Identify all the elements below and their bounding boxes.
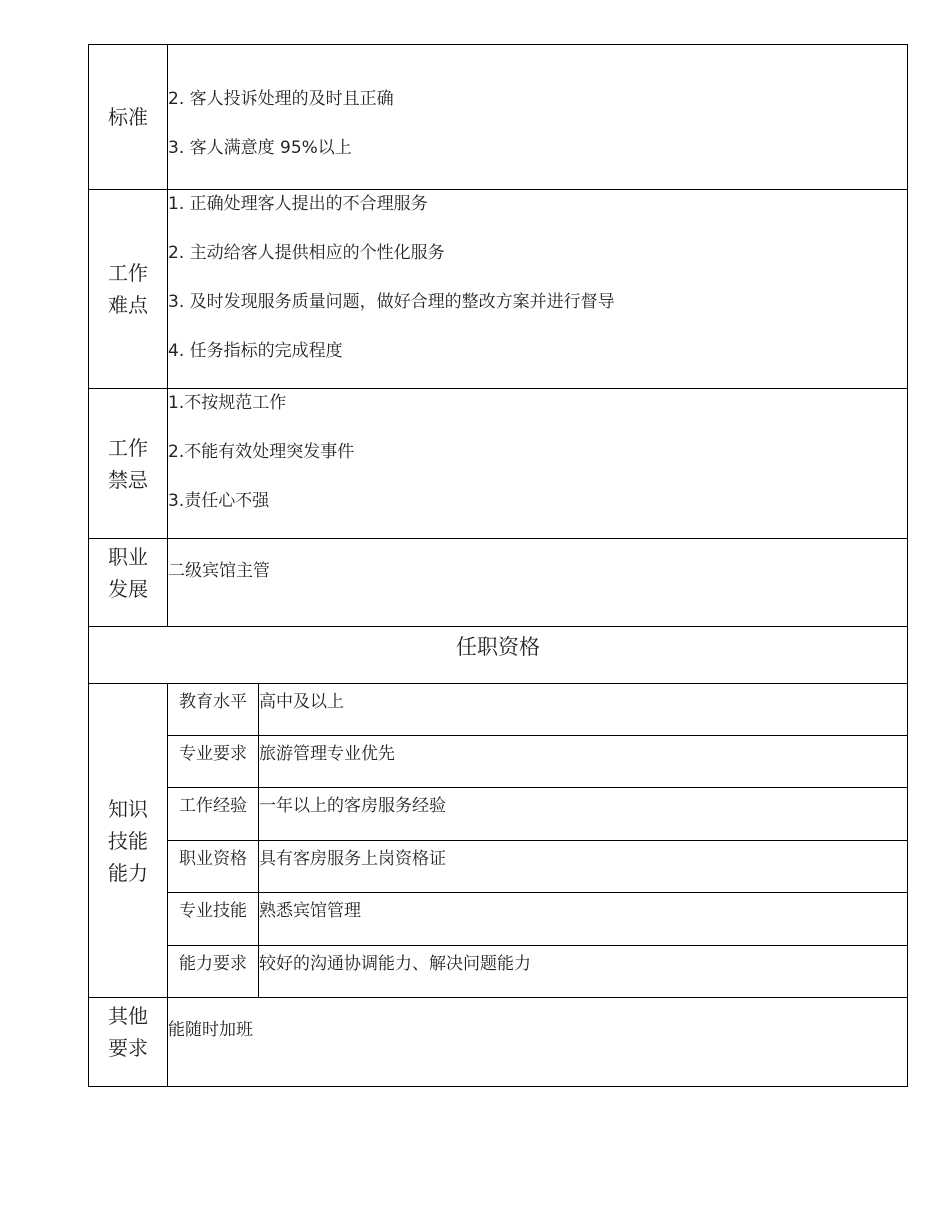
other-label: [89, 998, 168, 1087]
standard-content: [168, 45, 908, 190]
other-item: 能随时加班: [168, 1020, 253, 1040]
knowledge-key: 专业技能: [168, 893, 259, 946]
other-content: [168, 998, 908, 1087]
row-career: [89, 539, 908, 627]
standard-label: [89, 45, 168, 190]
knowledge-label: [89, 684, 168, 998]
job-description-table: [88, 44, 908, 1087]
knowledge-row: [89, 684, 908, 736]
row-qualification-title: [89, 627, 908, 684]
knowledge-row: [89, 841, 908, 893]
difficulty-item: 4. 任务指标的完成程度: [168, 341, 343, 361]
taboo-label-line: 禁忌: [108, 467, 148, 492]
taboo-content: [168, 389, 908, 539]
career-label: [89, 539, 168, 627]
knowledge-key: 教育水平: [168, 684, 259, 736]
knowledge-key: 工作经验: [168, 788, 259, 841]
difficulty-item: 2. 主动给客人提供相应的个性化服务: [168, 243, 445, 263]
knowledge-key: 专业要求: [168, 736, 259, 788]
taboo-item: 2.不能有效处理突发事件: [168, 442, 355, 462]
knowledge-value: 旅游管理专业优先: [259, 736, 908, 788]
knowledge-key: 职业资格: [168, 841, 259, 893]
difficulty-label: [89, 190, 168, 389]
difficulty-content: [168, 190, 908, 389]
knowledge-row: [89, 788, 908, 841]
knowledge-key: 能力要求: [168, 946, 259, 998]
knowledge-label-line: 能力: [108, 860, 148, 885]
standard-label-line: 标准: [108, 105, 148, 129]
knowledge-value: 高中及以上: [259, 684, 908, 736]
row-other: [89, 998, 908, 1087]
taboo-label: [89, 389, 168, 539]
career-item: 二级宾馆主管: [168, 561, 270, 581]
difficulty-label-line: 工作: [108, 261, 148, 285]
taboo-label-line: 工作: [108, 435, 148, 460]
row-standard: [89, 45, 908, 190]
standard-item: 3. 客人满意度 95%以上: [168, 138, 352, 158]
difficulty-item: 1. 正确处理客人提出的不合理服务: [168, 194, 428, 214]
other-label-line: 其他: [108, 1004, 148, 1028]
standard-item: 2. 客人投诉处理的及时且正确: [168, 89, 394, 109]
difficulty-item: 3. 及时发现服务质量问题，做好合理的整改方案并进行督导: [168, 292, 615, 312]
knowledge-row: [89, 946, 908, 998]
career-label-line: 发展: [108, 577, 148, 601]
knowledge-value: 一年以上的客房服务经验: [259, 788, 908, 841]
taboo-item: 1.不按规范工作: [168, 393, 287, 413]
career-content: [168, 539, 908, 627]
knowledge-label-line: 知识: [108, 796, 148, 821]
career-label-line: 职业: [108, 545, 148, 569]
difficulty-label-line: 难点: [108, 293, 148, 317]
row-taboo: [89, 389, 908, 539]
taboo-item: 3.责任心不强: [168, 491, 270, 511]
knowledge-label-line: 技能: [108, 828, 148, 853]
knowledge-value: 较好的沟通协调能力、解决问题能力: [259, 946, 908, 998]
knowledge-value: 具有客房服务上岗资格证: [259, 841, 908, 893]
knowledge-row: [89, 893, 908, 946]
knowledge-value: 熟悉宾馆管理: [259, 893, 908, 946]
other-label-line: 要求: [108, 1036, 148, 1060]
row-difficulty: [89, 190, 908, 389]
knowledge-row: [89, 736, 908, 788]
qualification-title: 任职资格: [89, 627, 908, 684]
